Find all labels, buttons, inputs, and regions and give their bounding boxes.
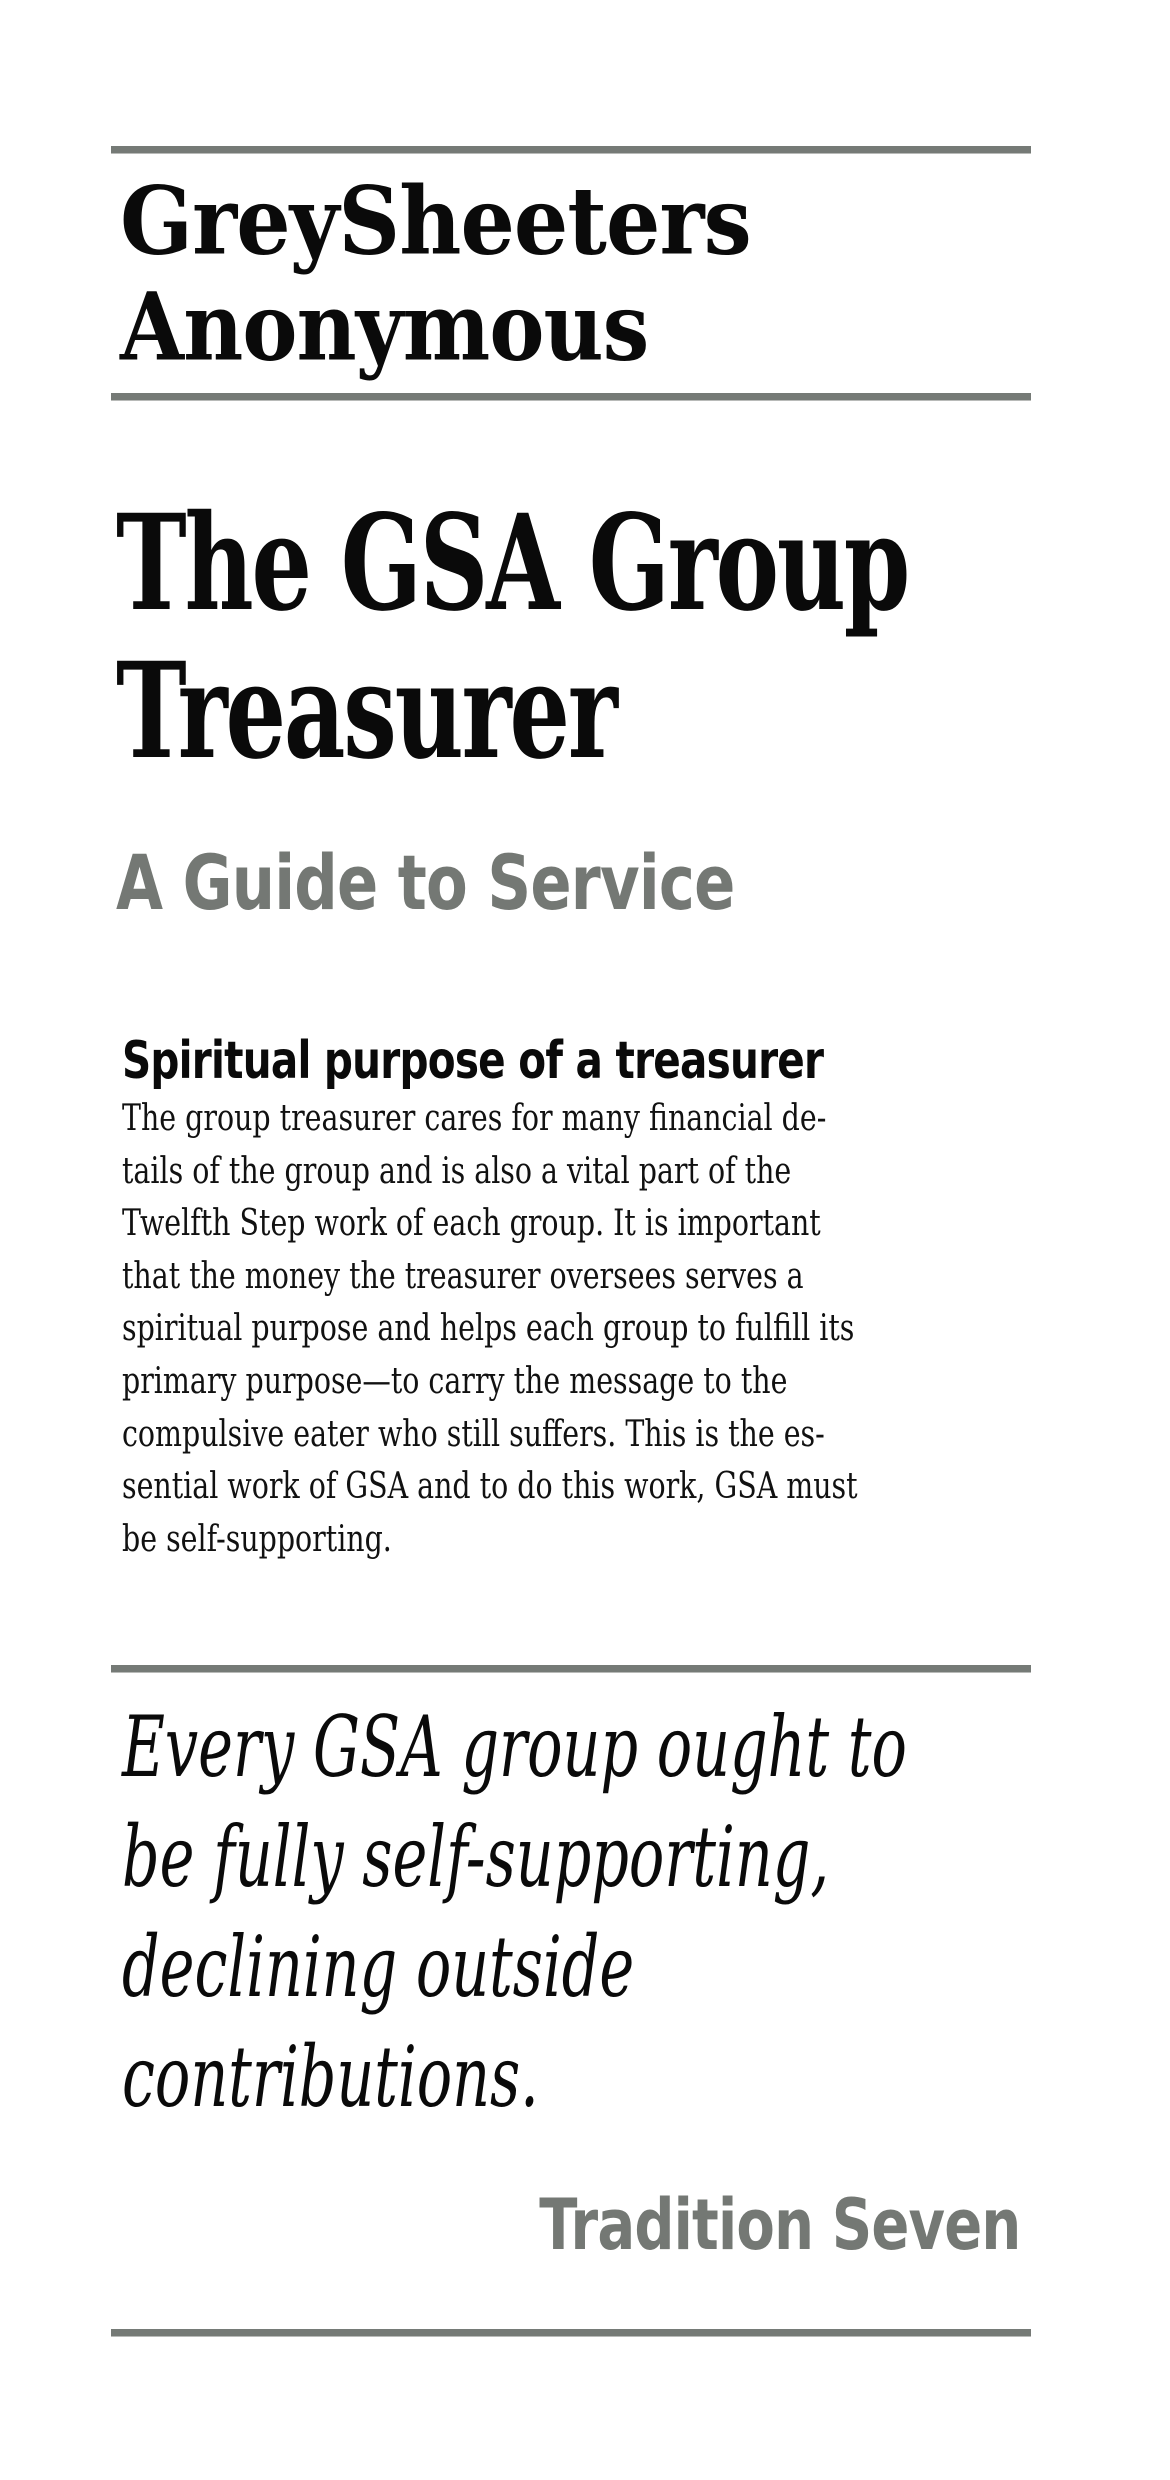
body-line: sential work of GSA and to do this work, GSA must [122,1466,858,1508]
top-rule [111,146,1031,154]
quote-top-rule [111,1665,1031,1673]
org-name-line: Anonymous [120,271,649,382]
section-heading: Spiritual purpose of a treasurer [122,1031,824,1091]
body-line: primary purpose—to carry the message to the [122,1360,788,1402]
quote-line: declining outside [122,1918,635,2016]
title-line: Treasurer [116,634,616,789]
body-line: spiritual purpose and helps each group to fulfill its [122,1308,855,1350]
section-body [122,1093,1042,1566]
body-line: Twelfth Step work of each group. It is important [122,1203,821,1245]
quote-line: be fully self-supporting, [122,1808,830,1906]
header-bottom-rule [111,393,1031,401]
bottom-rule [111,2329,1031,2337]
title-line: The GSA Group [116,486,909,641]
org-name-line: GreySheeters [120,165,751,276]
body-line: be self-supporting. [122,1518,392,1560]
pull-quote [122,1692,1170,2132]
quote-attribution: Tradition Seven [538,2184,1020,2266]
page-title [116,486,1170,789]
page-subtitle: A Guide to Service [116,838,735,927]
quote-line: contributions. [122,2028,539,2126]
body-line: that the money the treasurer oversees serves a [122,1255,804,1297]
org-name [120,165,829,382]
body-line: tails of the group and is also a vital part of the [122,1150,792,1192]
body-line: The group treasurer cares for many financial de- [122,1098,827,1139]
quote-line: Every GSA group ought to [122,1698,907,1796]
body-line: compulsive eater who still suffers. This is the es- [122,1413,825,1455]
